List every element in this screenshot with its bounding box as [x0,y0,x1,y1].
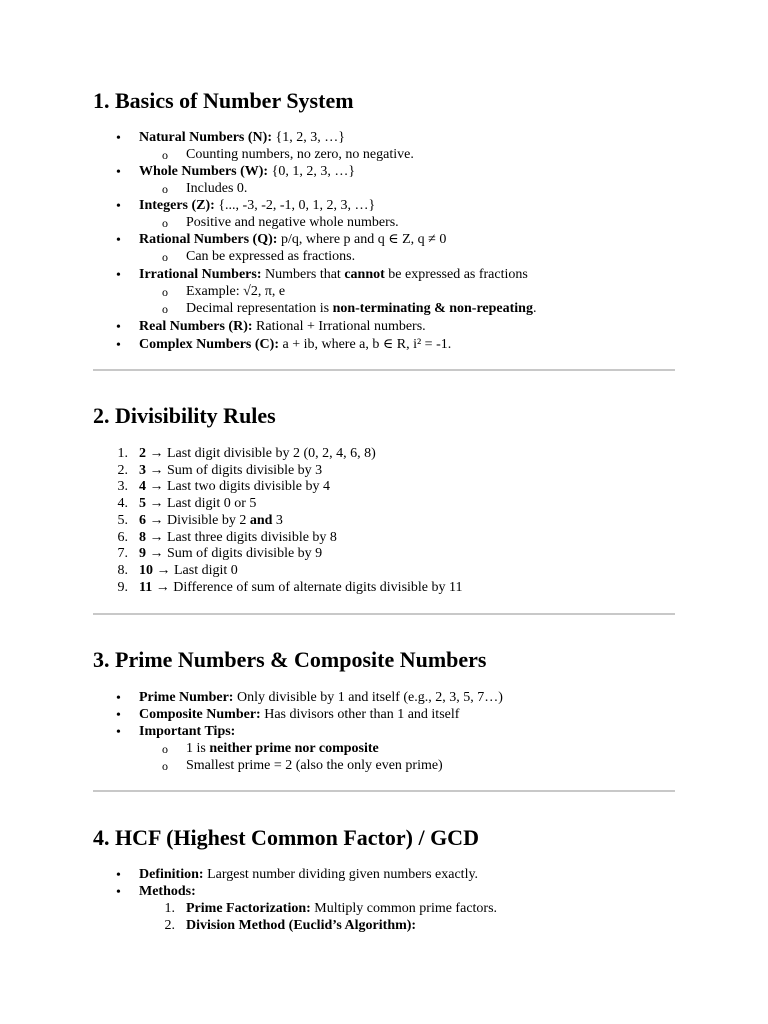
sub-list-item: Decimal representation is non-terminating & non-repeating. [186,301,537,316]
rule-item: 4 → Last two digits divisible by 4 [139,479,330,494]
bullet-glyph: • [116,725,121,740]
list-item: Whole Numbers (W): {0, 1, 2, 3, …} [139,164,356,179]
rule-number: 7. [117,546,128,561]
sub-list-item: Counting numbers, no zero, no negative. [186,147,414,162]
horizontal-rule [93,369,675,371]
circle-glyph: o [162,742,168,756]
horizontal-rule [93,790,675,792]
bullet-glyph: • [116,165,121,180]
rule-number: 1. [117,446,128,461]
method-item: Division Method (Euclid’s Algorithm): [186,918,417,933]
rule-item: 2 → Last digit divisible by 2 (0, 2, 4, 6, 8) [139,446,376,461]
rule-item: 11 → Difference of sum of alternate digits divisible by 11 [139,580,463,595]
list-item: Methods: [139,884,196,899]
sub-list-item: Can be expressed as fractions. [186,249,356,264]
circle-glyph: o [162,216,168,230]
circle-glyph: o [162,182,168,196]
rule-item: 8 → Last three digits divisible by 8 [139,530,337,545]
list-item: Integers (Z): {..., -3, -2, -1, 0, 1, 2, 3, …} [139,198,376,213]
circle-glyph: o [162,285,168,299]
list-item: Complex Numbers (C): a + ib, where a, b ∈ R, i² = -1. [139,337,452,352]
bullet-glyph: • [116,320,121,335]
method-number: 2. [164,918,175,933]
list-item: Important Tips: [139,724,236,739]
rule-number: 2. [117,463,128,478]
list-item: Definition: Largest number dividing given numbers exactly. [139,867,479,882]
bullet-glyph: • [116,868,121,883]
bullet-glyph: • [116,338,121,353]
list-item: Composite Number: Has divisors other than 1 and itself [139,707,460,722]
section-title: 4. HCF (Highest Common Factor) / GCD [93,825,479,850]
rule-item: 5 → Last digit 0 or 5 [139,496,257,511]
sub-list-item: Example: √2, π, e [186,284,286,299]
method-number: 1. [164,901,175,916]
section-title: 1. Basics of Number System [93,88,354,113]
sub-list-item: Smallest prime = 2 (also the only even prime) [186,758,443,773]
circle-glyph: o [162,250,168,264]
rule-number: 9. [117,580,128,595]
circle-glyph: o [162,759,168,773]
rule-number: 6. [117,530,128,545]
method-item: Prime Factorization: Multiply common prime factors. [186,901,498,916]
sub-list-item: Positive and negative whole numbers. [186,215,399,230]
list-item: Real Numbers (R): Rational + Irrational numbers. [139,319,426,334]
rule-item: 6 → Divisible by 2 and 3 [139,513,283,528]
list-item: Prime Number: Only divisible by 1 and itself (e.g., 2, 3, 5, 7…) [139,690,503,705]
sub-list-item: Includes 0. [186,181,248,196]
bullet-glyph: • [116,885,121,900]
rule-number: 3. [117,479,128,494]
bullet-glyph: • [116,708,121,723]
bullet-glyph: • [116,131,121,146]
rule-number: 4. [117,496,128,511]
list-item: Rational Numbers (Q): p/q, where p and q ∈ Z, q ≠ 0 [139,232,447,247]
rule-item: 9 → Sum of digits divisible by 9 [139,546,323,561]
sub-list-item: 1 is neither prime nor composite [186,741,379,756]
horizontal-rule [93,613,675,615]
bullet-glyph: • [116,268,121,283]
bullet-glyph: • [116,691,121,706]
circle-glyph: o [162,148,168,162]
rule-number: 8. [117,563,128,578]
rule-item: 10 → Last digit 0 [139,563,238,578]
section-title: 2. Divisibility Rules [93,403,276,428]
rule-item: 3 → Sum of digits divisible by 3 [139,463,323,478]
bullet-glyph: • [116,233,121,248]
list-item: Irrational Numbers: Numbers that cannot be expressed as fractions [139,267,528,282]
bullet-glyph: • [116,199,121,214]
section-title: 3. Prime Numbers & Composite Numbers [93,647,487,672]
circle-glyph: o [162,302,168,316]
rule-number: 5. [117,513,128,528]
list-item: Natural Numbers (N): {1, 2, 3, …} [139,130,345,145]
